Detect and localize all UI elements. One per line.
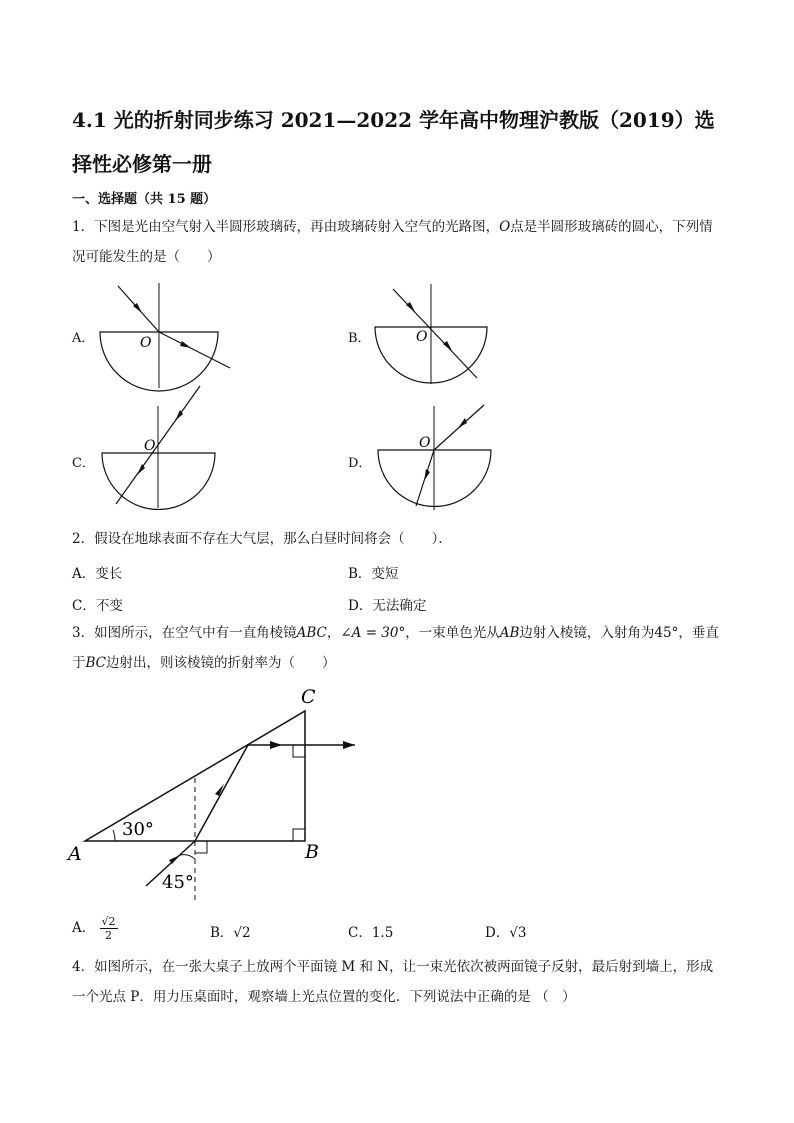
vertex-a-label: A (68, 843, 82, 865)
q3-var-ab: AB (499, 625, 520, 641)
center-o-label: O (144, 438, 156, 454)
angle-arc-incident (180, 855, 195, 859)
angle-30-label: 30° (122, 819, 154, 840)
right-angle-mark-normal (195, 841, 207, 853)
q3-prism-figure (60, 680, 370, 905)
q3-option-a-prefix: A． (72, 920, 96, 936)
q2-option-c[interactable]: C．不变 (72, 598, 123, 614)
right-angle-mark-b (293, 829, 305, 841)
q3-stem-e: 边射出，则该棱镜的折射率为（ ） (106, 655, 336, 671)
q1-option-b-label[interactable]: B． (348, 331, 371, 346)
angle-45-label: 45° (162, 872, 194, 893)
q3-stem-d: 边射入棱镜，入射角为45°，垂直于 (72, 625, 719, 671)
arrow-icon (343, 741, 355, 749)
ray-line (393, 289, 477, 378)
q1-option-c-label[interactable]: C． (72, 456, 95, 471)
section-heading: 一、选择题（共 15 题） (72, 192, 217, 207)
vertex-c-label: C (301, 686, 316, 708)
q1-figure-c (92, 378, 232, 510)
arrow-icon (458, 418, 467, 428)
q1-option-a-label[interactable]: A． (72, 331, 95, 346)
center-o-label: O (140, 335, 152, 351)
fraction-numerator: √2 (101, 915, 116, 928)
q3-stem-b: ， (326, 625, 341, 641)
q1-figure-a (90, 280, 240, 392)
arrow-icon (270, 741, 282, 749)
q1-option-d-label[interactable]: D． (348, 456, 372, 471)
center-o-label: O (416, 329, 428, 345)
question-1-stem-b: 点是半圆形玻璃砖的圆心，下列情况可能发生的是（ ） (72, 219, 713, 265)
question-3-text (72, 618, 722, 678)
refracted-ray (195, 745, 248, 841)
vertex-b-label: B (305, 841, 319, 863)
right-angle-mark-exit (293, 745, 305, 757)
question-1-text (72, 212, 722, 272)
question-1-stem-a: 1．下图是光由空气射入半圆形玻璃砖，再由玻璃砖射入空气的光路图， (72, 219, 500, 235)
question-1-var-o: O (499, 219, 511, 235)
arrow-icon (443, 341, 452, 351)
q2-option-b[interactable]: B．变短 (348, 566, 399, 582)
arrow-icon (424, 469, 430, 481)
prism-triangle (85, 711, 305, 841)
center-o-label: O (419, 435, 431, 451)
q3-stem-a: 3．如图所示，在空气中有一直角棱镜 (72, 625, 297, 641)
question-2-text: 2．假设在地球表面不存在大气层，那么白昼时间将会（ ）． (72, 531, 452, 547)
q2-option-a[interactable]: A．变长 (72, 566, 123, 582)
q2-option-d[interactable]: D．无法确定 (348, 598, 427, 614)
page-title: 4.1 光的折射同步练习 2021—2022 学年高中物理沪教版（2019）选择性必修第一册 (72, 108, 715, 176)
q3-option-a[interactable] (72, 915, 118, 942)
q3-stem-c: ，一束单色光从 (405, 625, 500, 641)
q3-option-b[interactable]: B．√2 (210, 925, 251, 941)
angle-arc-a (113, 830, 115, 841)
q3-option-c[interactable]: C．1.5 (348, 925, 394, 941)
refracted-ray (434, 405, 484, 450)
q1-figure-b (365, 280, 505, 388)
q1-figure-d (366, 400, 506, 516)
refracted-ray (159, 332, 230, 368)
fraction-denominator: 2 (105, 929, 113, 942)
q3-var-bc: BC (85, 655, 107, 671)
fraction-root2-over-2 (100, 915, 118, 942)
question-4-text: 4．如图所示，在一张大桌子上放两个平面镜 M 和 N，让一束光依次被两面镜子反射，最后射到墙上，形成一个光点 P．用力压桌面时，观察墙上光点位置的变化．下列说法中正确的是 （ ） (72, 959, 714, 1005)
q3-angle: ∠A = 30° (340, 625, 406, 641)
q3-option-d[interactable]: D．√3 (485, 925, 527, 941)
q3-var-abc: ABC (296, 625, 327, 641)
arrow-icon (180, 341, 191, 348)
